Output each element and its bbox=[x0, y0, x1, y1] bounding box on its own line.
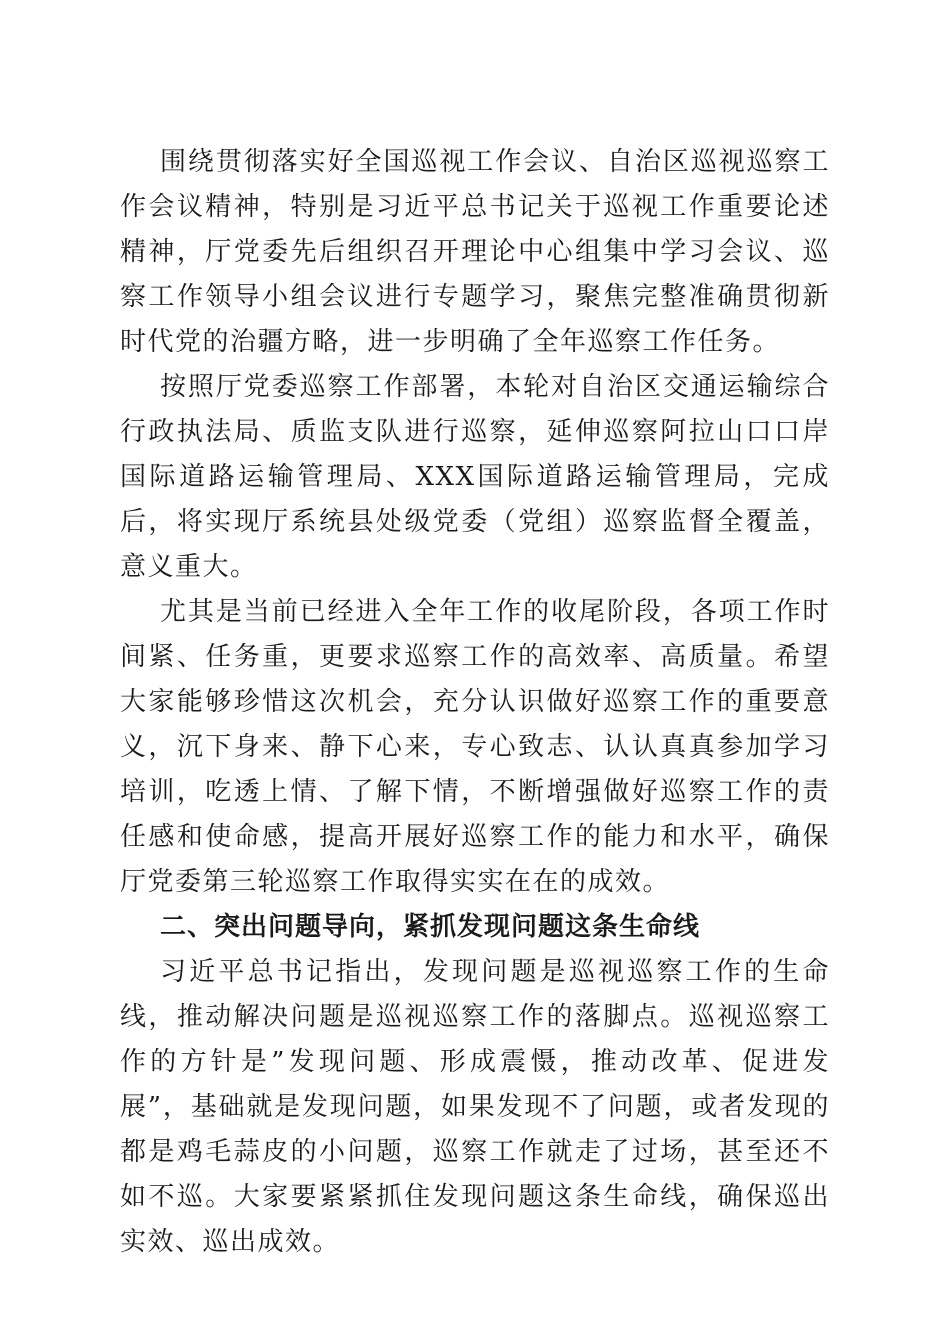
section-heading: 二、突出问题导向，紧抓发现问题这条生命线 bbox=[160, 912, 701, 942]
paragraph-work-requirements: 尤其是当前已经进入全年工作的收尾阶段，各项工作时间紧、任务重，更要求巡察工作的高效率、高质量。希望大家能够珍惜这次机会，充分认识做好巡察工作的重要意义，沉下身来、静下心来，专心致志、认认真真参加学习培训，吃透上情、了解下情，不断增强做好巡察工作的责任感和使命感，提高开展好巡察工作的能力和水平，确保厅党委第三轮巡察工作取得实实在在的成效。 bbox=[120, 597, 830, 897]
document-body bbox=[120, 140, 830, 1265]
paragraph-inspection-deployment: 按照厅党委巡察工作部署，本轮对自治区交通运输综合行政执法局、质监支队进行巡察，延伸巡察阿拉山口口岸国际道路运输管理局、XXX国际道路运输管理局，完成后，将实现厅系统县处级党委（党组）巡察监督全覆盖，意义重大。 bbox=[120, 372, 830, 582]
paragraph-problem-orientation: 习近平总书记指出，发现问题是巡视巡察工作的生命线，推动解决问题是巡视巡察工作的落脚点。巡视巡察工作的方针是”发现问题、形成震慑，推动改革、促进发展”，基础就是发现问题，如果发现不了问题，或者发现的都是鸡毛蒜皮的小问题，巡察工作就走了过场，甚至还不如不巡。大家要紧紧抓住发现问题这条生命线，确保巡出实效、巡出成效。 bbox=[120, 957, 830, 1257]
paragraph-study-meetings: 围绕贯彻落实好全国巡视工作会议、自治区巡视巡察工作会议精神，特别是习近平总书记关于巡视工作重要论述精神，厅党委先后组织召开理论中心组集中学习会议、巡察工作领导小组会议进行专题学习，聚焦完整准确贯彻新时代党的治疆方略，进一步明确了全年巡察工作任务。 bbox=[120, 147, 830, 357]
